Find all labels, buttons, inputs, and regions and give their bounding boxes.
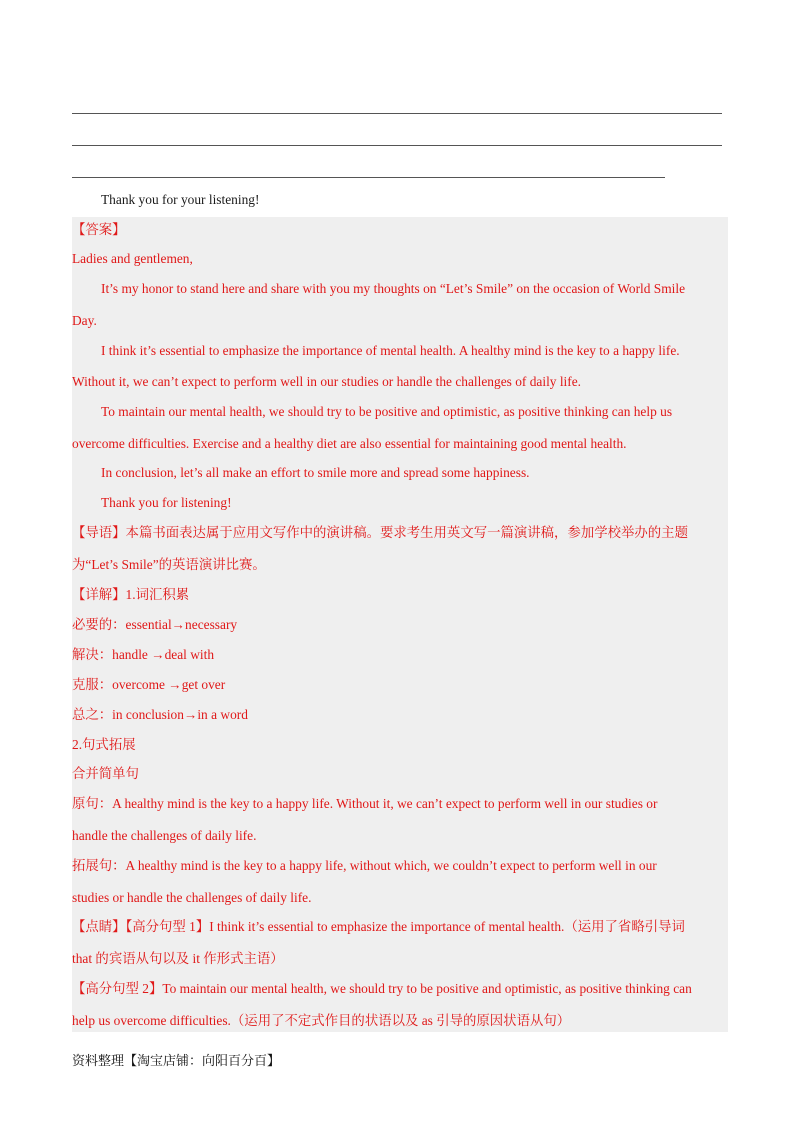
answer-paragraph-3-cont: overcome difficulties. Exercise and a healthy diet are also essential for maintaining good mental health. xyxy=(72,436,627,451)
vocab-item: 解决：handle →deal with xyxy=(72,647,215,662)
comment-line-3: 【高分句型 2】To maintain our mental health, we should try to be positive and optimistic, as positive thinking can xyxy=(72,981,692,996)
guide-line-1: 【导语】本篇书面表达属于应用文写作中的演讲稿。要求考生用英文写一篇演讲稿，参加学校举办的主题 xyxy=(72,525,688,540)
section-2-subheading: 合并简单句 xyxy=(72,766,139,781)
guide-line-2: 为“Let’s Smile”的英语演讲比赛。 xyxy=(72,557,266,572)
original-sentence: 原句：A healthy mind is the key to a happy life. Without it, we can’t expect to perform well in our studies or xyxy=(72,796,658,811)
answer-blank-line-1 xyxy=(72,113,722,114)
vocab-item: 必要的：essential→necessary xyxy=(72,617,238,632)
comment-line-4: help us overcome difficulties.（运用了不定式作目的状语以及 as 引导的原因状语从句） xyxy=(72,1013,571,1028)
answer-blank-line-2 xyxy=(72,145,722,146)
answer-paragraph-1: It’s my honor to stand here and share with you my thoughts on “Let’s Smile” on the occasion of World Smile xyxy=(101,281,686,296)
detail-heading: 【详解】1.词汇积累 xyxy=(72,587,190,602)
answer-paragraph-4: In conclusion, let’s all make an effort to smile more and spread some happiness. xyxy=(101,465,530,480)
comment-line-1: 【点睛】【高分句型 1】I think it’s essential to emphasize the importance of mental health.（运用了省略引导词 xyxy=(72,919,685,934)
answer-paragraph-2: I think it’s essential to emphasize the importance of mental health. A healthy mind is the key to a happy life. xyxy=(101,343,680,358)
answer-blank-line-3 xyxy=(72,177,665,178)
extended-sentence: 拓展句：A healthy mind is the key to a happy life, without which, we couldn’t expect to perform well in our xyxy=(72,858,657,873)
vocab-item: 克服：overcome →get over xyxy=(72,677,226,692)
closing-line: Thank you for your listening! xyxy=(101,192,260,207)
original-sentence-cont: handle the challenges of daily life. xyxy=(72,828,257,843)
answer-paragraph-1-cont: Day. xyxy=(72,313,97,328)
section-2-heading: 2.句式拓展 xyxy=(72,737,136,752)
comment-line-2: that 的宾语从句以及 it 作形式主语） xyxy=(72,951,284,966)
vocab-item: 总之：in conclusion→in a word xyxy=(72,707,248,722)
answer-greeting: Ladies and gentlemen, xyxy=(72,251,193,266)
answer-paragraph-3: To maintain our mental health, we should try to be positive and optimistic, as positive thinking can help us xyxy=(101,404,673,419)
answer-paragraph-2-cont: Without it, we can’t expect to perform well in our studies or handle the challenges of daily life. xyxy=(72,374,582,389)
footer-credit: 资料整理【淘宝店铺：向阳百分百】 xyxy=(72,1054,281,1069)
answer-paragraph-5: Thank you for listening! xyxy=(101,495,232,510)
answer-tag: 【答案】 xyxy=(72,222,126,237)
extended-sentence-cont: studies or handle the challenges of daily life. xyxy=(72,890,312,905)
